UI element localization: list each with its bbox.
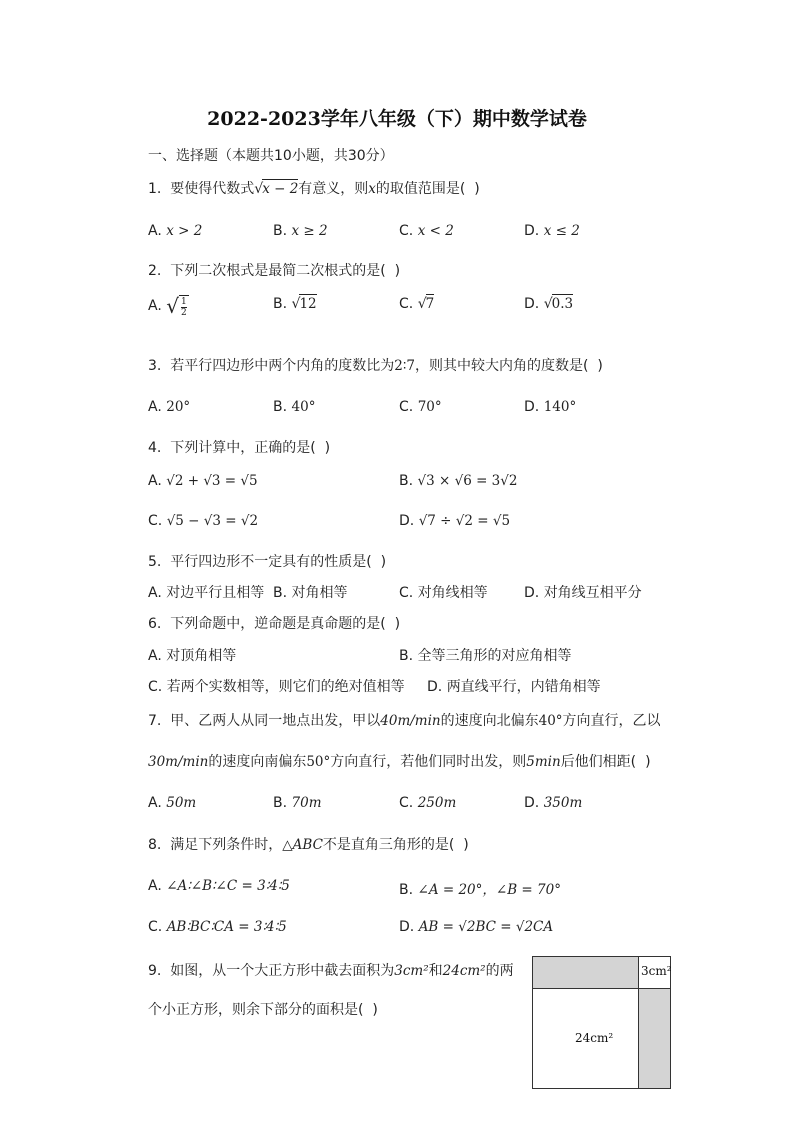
section-heading: 一、选择题（本题共10小题，共30分） xyxy=(148,148,394,164)
answer-paren: ) xyxy=(597,358,603,374)
question-text: 的取值范围是( xyxy=(375,181,466,197)
question-number: 1. xyxy=(148,181,162,197)
angle-value: 50° xyxy=(306,754,331,770)
option-d[interactable] xyxy=(427,676,601,696)
variable: x xyxy=(368,181,376,197)
question-text: 如图，从一个大正方形中截去面积为 xyxy=(170,963,395,979)
option-a[interactable] xyxy=(148,645,236,665)
option-label: C. xyxy=(399,296,414,312)
radical-sign: √ xyxy=(543,296,553,312)
option-a[interactable] xyxy=(148,878,290,894)
option-label: C. xyxy=(148,919,163,935)
option-label: A. xyxy=(148,298,162,314)
question-text: 若平行四边形中两个内角的度数比为 xyxy=(170,358,395,374)
option-b[interactable] xyxy=(273,223,328,239)
option-d[interactable] xyxy=(524,296,573,312)
question-number: 4. xyxy=(148,440,162,456)
option-a[interactable] xyxy=(148,582,264,602)
question-text: 下列二次根式是最简二次根式的是( xyxy=(170,263,386,279)
option-value: AB∶BC∶CA = 3∶4∶5 xyxy=(166,919,287,935)
option-label: A. xyxy=(148,399,162,415)
option-label: D. xyxy=(399,513,415,529)
option-label: A. xyxy=(148,585,162,601)
answer-paren: ) xyxy=(645,754,651,770)
radicand: x − 2 xyxy=(262,181,299,197)
question-text: 下列命题中，逆命题是真命题的是( xyxy=(170,616,386,632)
option-d[interactable] xyxy=(524,399,576,415)
option-a[interactable] xyxy=(148,399,190,415)
option-value: 对角线相等 xyxy=(417,585,488,601)
option-label: A. xyxy=(148,473,162,489)
question-1 xyxy=(148,178,480,198)
question-text: 的两 xyxy=(485,963,514,979)
option-value: 350m xyxy=(543,795,583,811)
question-6 xyxy=(148,613,400,633)
question-number: 5. xyxy=(148,554,162,570)
option-value: 两直线平行，内错角相等 xyxy=(446,679,601,695)
fraction xyxy=(179,295,189,318)
option-c[interactable] xyxy=(399,296,434,312)
option-value: ∠A∶∠B∶∠C = 3∶4∶5 xyxy=(166,878,290,894)
square-figure xyxy=(532,956,671,1089)
option-c[interactable] xyxy=(148,919,287,935)
page-title: 2022-2023学年八年级（下）期中数学试卷 xyxy=(207,108,587,130)
option-value: 对角线互相平分 xyxy=(543,585,642,601)
question-number: 8. xyxy=(148,837,162,853)
radicand: 12 xyxy=(299,296,317,312)
answer-paren: ) xyxy=(324,440,331,456)
question-7-line-1 xyxy=(148,710,661,730)
option-value: AB = √2BC = √2CA xyxy=(418,919,554,935)
option-label: D. xyxy=(524,795,540,811)
option-value: 若两个实数相等，则它们的绝对值相等 xyxy=(166,679,405,695)
question-text: 和 xyxy=(428,963,443,979)
question-text: 不是直角三角形的是( xyxy=(322,837,455,853)
radical-sign: √ xyxy=(254,181,264,197)
question-5 xyxy=(148,551,386,571)
radical-sign: √ xyxy=(417,296,427,312)
question-9-line-1 xyxy=(148,960,514,980)
option-label: B. xyxy=(273,795,288,811)
option-value: √3 × √6 = 3√2 xyxy=(417,473,518,489)
question-3 xyxy=(148,355,603,375)
question-text: 的速度向南偏东 xyxy=(208,754,307,770)
option-d[interactable] xyxy=(524,223,580,239)
option-label: C. xyxy=(399,399,414,415)
option-label: B. xyxy=(399,882,414,898)
vertical-divider xyxy=(638,957,639,1088)
option-label: C. xyxy=(399,223,414,239)
question-number: 3. xyxy=(148,358,162,374)
radicand: 7 xyxy=(425,296,435,312)
option-label: D. xyxy=(524,223,540,239)
time-value: 5min xyxy=(526,754,561,770)
option-a[interactable] xyxy=(148,795,196,811)
option-label: B. xyxy=(273,296,288,312)
option-value: 对边平行且相等 xyxy=(166,585,265,601)
radical-sign: √ xyxy=(166,294,179,318)
option-label: D. xyxy=(524,399,540,415)
large-square-label: 24cm² xyxy=(575,1031,614,1045)
option-value: ∠A = 20°，∠B = 70° xyxy=(417,882,561,898)
question-9-line-2 xyxy=(148,999,378,1019)
question-text: 甲、乙两人从同一地点出发，甲以 xyxy=(170,713,381,729)
option-label: D. xyxy=(524,296,540,312)
question-number: 7. xyxy=(148,713,162,729)
option-label: C. xyxy=(148,679,163,695)
question-2 xyxy=(148,260,400,280)
option-c[interactable] xyxy=(399,795,456,811)
answer-paren: ) xyxy=(394,263,401,279)
option-label: B. xyxy=(273,399,288,415)
speed-value: 30m/min xyxy=(148,754,209,770)
option-value: 40° xyxy=(291,399,316,415)
answer-paren: ) xyxy=(463,837,469,853)
option-b[interactable] xyxy=(399,878,561,898)
option-value: 对角相等 xyxy=(291,585,348,601)
option-label: C. xyxy=(399,585,414,601)
shaded-top-strip xyxy=(533,957,638,988)
option-value: 250m xyxy=(417,795,457,811)
option-value: 70° xyxy=(417,399,442,415)
option-label: B. xyxy=(399,648,414,664)
option-b[interactable] xyxy=(399,645,572,665)
option-value: √5 − √3 = √2 xyxy=(166,513,259,529)
question-text: 后他们相距( xyxy=(560,754,637,770)
option-value: 全等三角形的对应角相等 xyxy=(417,648,572,664)
option-c[interactable] xyxy=(148,513,258,529)
question-text: 的速度向北偏东 xyxy=(440,713,539,729)
answer-paren: ) xyxy=(372,1002,378,1018)
option-value: x > 2 xyxy=(166,223,203,239)
ratio: 2∶7 xyxy=(394,358,415,374)
option-value: x ≥ 2 xyxy=(291,223,328,239)
option-c[interactable] xyxy=(148,676,405,696)
area-value: 24cm² xyxy=(442,963,486,979)
numerator: 1 xyxy=(180,296,187,307)
option-a[interactable] xyxy=(148,223,202,239)
option-d[interactable] xyxy=(524,582,642,602)
option-c[interactable] xyxy=(399,399,442,415)
question-text: 平行四边形不一定具有的性质是( xyxy=(170,554,372,570)
option-value: √7 ÷ √2 = √5 xyxy=(418,513,511,529)
answer-paren: ) xyxy=(380,554,387,570)
question-text: 要使得代数式 xyxy=(170,181,255,197)
speed-value: 40m/min xyxy=(380,713,441,729)
radicand: 0.3 xyxy=(551,296,574,312)
option-value: √2 + √3 = √5 xyxy=(166,473,258,489)
option-label: A. xyxy=(148,878,162,894)
option-label: A. xyxy=(148,795,162,811)
option-value: x ≤ 2 xyxy=(543,223,580,239)
option-b[interactable] xyxy=(273,399,315,415)
horizontal-divider xyxy=(533,988,670,989)
option-label: C. xyxy=(148,513,163,529)
option-a[interactable] xyxy=(148,473,258,489)
option-value: 140° xyxy=(543,399,577,415)
answer-paren: ) xyxy=(394,616,401,632)
option-label: D. xyxy=(399,919,415,935)
option-a[interactable] xyxy=(148,294,189,318)
question-8 xyxy=(148,834,469,854)
option-label: D. xyxy=(524,585,540,601)
question-number: 6. xyxy=(148,616,162,632)
option-label: C. xyxy=(399,795,414,811)
option-b[interactable] xyxy=(399,473,517,489)
option-b[interactable] xyxy=(273,582,348,602)
question-text: 方向直行，乙以 xyxy=(562,713,661,729)
question-7-line-2 xyxy=(148,751,651,771)
answer-paren: ) xyxy=(474,181,480,197)
question-text: ，则其中较大内角的度数是( xyxy=(414,358,589,374)
triangle-symbol: △ABC xyxy=(282,837,323,853)
angle-value: 40° xyxy=(538,713,563,729)
radical-sign: √ xyxy=(291,296,301,312)
question-text: 下列计算中，正确的是( xyxy=(170,440,316,456)
question-number: 9. xyxy=(148,963,162,979)
option-label: A. xyxy=(148,223,162,239)
option-value: 对顶角相等 xyxy=(166,648,237,664)
small-square-label: 3cm² xyxy=(641,964,672,978)
option-value: x < 2 xyxy=(417,223,454,239)
option-label: B. xyxy=(399,473,414,489)
denominator: 2 xyxy=(180,307,187,318)
option-d[interactable] xyxy=(524,795,582,811)
shaded-right-strip xyxy=(639,989,670,1088)
area-value: 3cm² xyxy=(394,963,429,979)
option-b[interactable] xyxy=(273,296,317,312)
option-d[interactable] xyxy=(399,919,553,935)
question-text: 满足下列条件时， xyxy=(170,837,283,853)
option-d[interactable] xyxy=(399,513,510,529)
question-4 xyxy=(148,437,330,457)
question-text: 方向直行，若他们同时出发，则 xyxy=(330,754,527,770)
option-label: B. xyxy=(273,585,288,601)
question-text: 个小正方形，则余下部分的面积是( xyxy=(148,1002,364,1018)
question-text: 有意义，则 xyxy=(298,181,369,197)
option-label: B. xyxy=(273,223,288,239)
option-c[interactable] xyxy=(399,582,488,602)
question-number: 2. xyxy=(148,263,162,279)
option-value: 50m xyxy=(166,795,197,811)
option-value: 20° xyxy=(166,399,191,415)
option-value: 70m xyxy=(291,795,322,811)
option-label: D. xyxy=(427,679,443,695)
option-b[interactable] xyxy=(273,795,322,811)
option-label: A. xyxy=(148,648,162,664)
option-c[interactable] xyxy=(399,223,454,239)
